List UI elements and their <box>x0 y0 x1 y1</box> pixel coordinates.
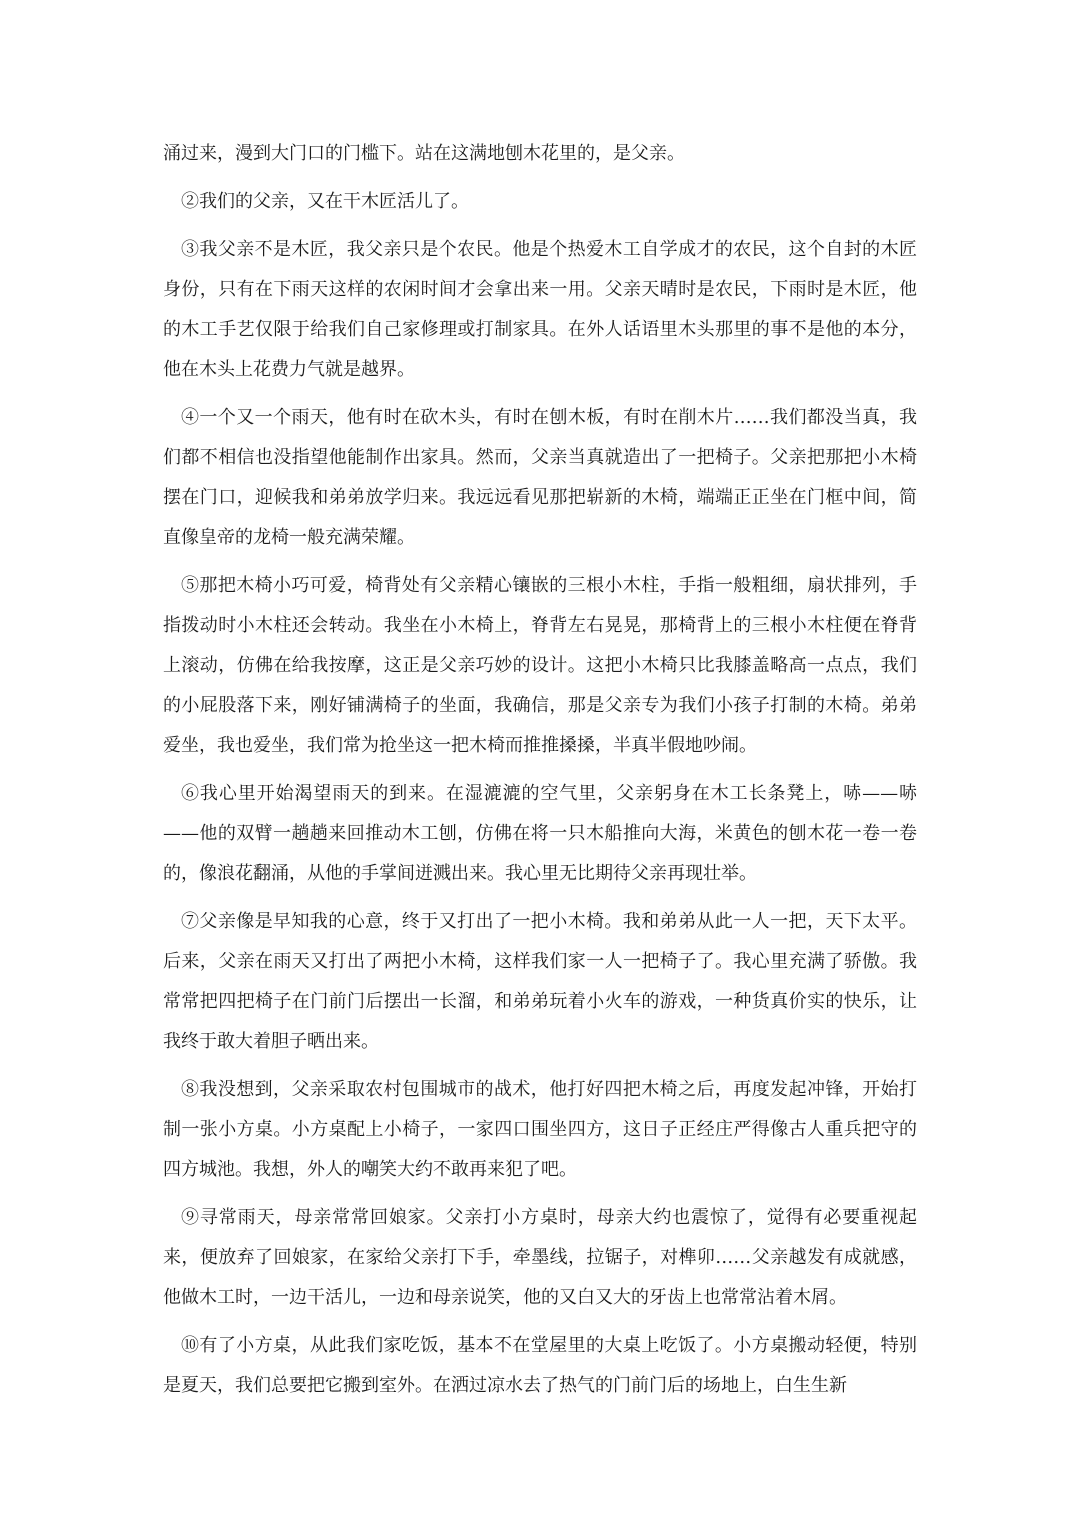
paragraph-4: ④一个又一个雨天，他有时在砍木头，有时在刨木板，有时在削木片……我们都没当真，我们都不相信也没指望他能制作出家具。然而，父亲当真就造出了一把椅子。父亲把那把小木椅摆在门口，迎候我和弟弟放学归来。我远远看见那把崭新的木椅，端端正正坐在门框中间，简直像皇帝的龙椅一般充满荣耀。 <box>163 407 917 548</box>
paragraph-7: ⑦父亲像是早知我的心意，终于又打出了一把小木椅。我和弟弟从此一人一把，天下太平。后来，父亲在雨天又打出了两把小木椅，这样我们家一人一把椅子了。我心里充满了骄傲。我常常把四把椅子在门前门后摆出一长溜，和弟弟玩着小火车的游戏，一种货真价实的快乐，让我终于敢大着胆子晒出来。 <box>163 911 917 1052</box>
paragraph-5: ⑤那把木椅小巧可爱，椅背处有父亲精心镶嵌的三根小木柱，手指一般粗细，扇状排列，手指拨动时小木柱还会转动。我坐在小木椅上，脊背左右晃晃，那椅背上的三根小木柱便在脊背上滚动，仿佛在给我按摩，这正是父亲巧妙的设计。这把小木椅只比我膝盖略高一点点，我们的小屁股落下来，刚好铺满椅子的坐面，我确信，那是父亲专为我们小孩子打制的木椅。弟弟爱坐，我也爱坐，我们常为抢坐这一把木椅而推推搡搡，半真半假地吵闹。 <box>163 575 917 756</box>
paragraph-9: ⑨寻常雨天，母亲常常回娘家。父亲打小方桌时，母亲大约也震惊了，觉得有必要重视起来，便放弃了回娘家，在家给父亲打下手，牵墨线，拉锯子，对榫卯……父亲越发有成就感，他做木工时，一边干活儿，一边和母亲说笑，他的又白又大的牙齿上也常常沾着木屑。 <box>163 1207 917 1308</box>
paragraph-continuation: 涌过来，漫到大门口的门槛下。站在这满地刨木花里的，是父亲。 <box>163 143 685 164</box>
paragraph-2: ②我们的父亲，又在干木匠活儿了。 <box>181 191 469 212</box>
paragraph-6: ⑥我心里开始渴望雨天的到来。在湿漉漉的空气里，父亲躬身在木工长条凳上，哧——哧——他的双臂一趟趟来回推动木工刨，仿佛在将一只木船推向大海，米黄色的刨木花一卷一卷的，像浪花翻涌，从他的手掌间迸溅出来。我心里无比期待父亲再现壮举。 <box>163 783 917 884</box>
paragraph-8: ⑧我没想到，父亲采取农村包围城市的战术，他打好四把木椅之后，再度发起冲锋，开始打制一张小方桌。小方桌配上小椅子，一家四口围坐四方，这日子正经庄严得像古人重兵把守的四方城池。我想，外人的嘲笑大约不敢再来犯了吧。 <box>163 1079 917 1180</box>
paragraph-3: ③我父亲不是木匠，我父亲只是个农民。他是个热爱木工自学成才的农民，这个自封的木匠身份，只有在下雨天这样的农闲时间才会拿出来一用。父亲天晴时是农民，下雨时是木匠，他的木工手艺仅限于给我们自己家修理或打制家具。在外人话语里木头那里的事不是他的本分，他在木头上花费力气就是越界。 <box>163 239 917 380</box>
article-body <box>163 134 917 1414</box>
paragraph-10: ⑩有了小方桌，从此我们家吃饭，基本不在堂屋里的大桌上吃饭了。小方桌搬动轻便，特别是夏天，我们总要把它搬到室外。在洒过凉水去了热气的门前门后的场地上，白生生新 <box>163 1335 917 1396</box>
